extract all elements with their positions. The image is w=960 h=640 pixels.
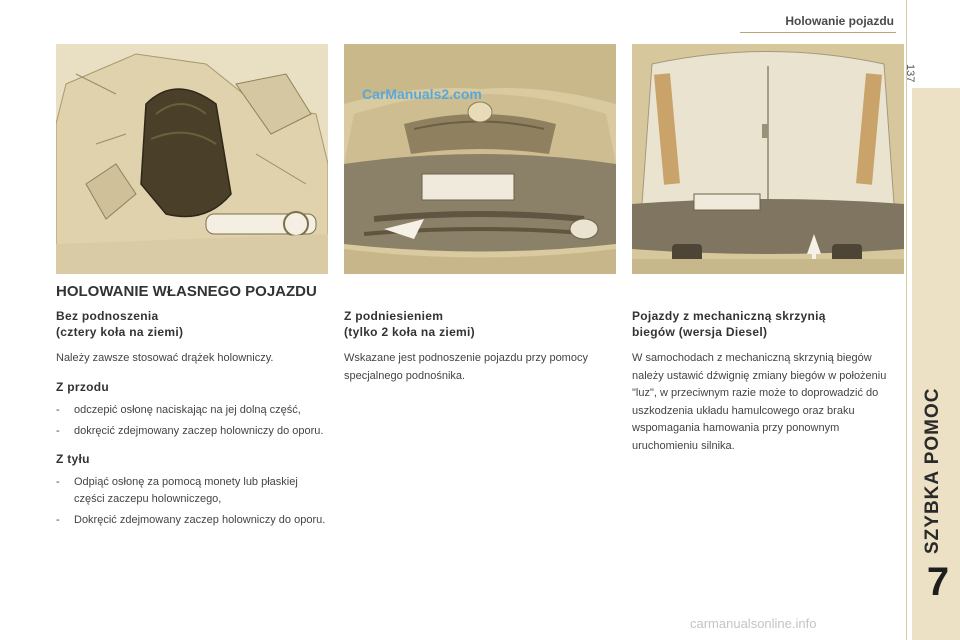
header-title: Holowanie pojazdu — [785, 14, 894, 28]
front-list — [56, 402, 328, 440]
list-item — [56, 474, 328, 508]
footer-watermark: carmanualsonline.info — [690, 616, 817, 631]
list-item-text: odczepić osłonę naciskając na jej dolną część, — [74, 403, 301, 416]
column-manual-gearbox — [632, 308, 904, 455]
dash-marker: - — [56, 424, 60, 437]
watermark-carmanuals: CarManuals2.com — [362, 86, 482, 102]
list-item — [56, 402, 328, 419]
manual-gearbox-heading-line2: biegów (wersja Diesel) — [632, 325, 768, 339]
front-heading: Z przodu — [56, 379, 110, 394]
no-lift-intro: Należy zawsze stosować drążek holowniczy. — [56, 352, 274, 364]
no-lift-heading-line1: Bez podnoszenia — [56, 309, 159, 323]
with-lift-text: Wskazane jest podnoszenie pojazdu przy pomocy specjalnego podnośnika. — [344, 352, 588, 382]
with-lift-heading — [344, 308, 616, 340]
rear-heading: Z tyłu — [56, 451, 90, 466]
list-item-text: Dokręcić zdejmowany zaczep holowniczy do oporu. — [74, 513, 326, 526]
dash-marker: - — [56, 513, 60, 526]
manual-gearbox-text: W samochodach z mechaniczną skrzynią biegów należy ustawić dźwignię zmiany biegów w położeniu "luz", w przeciwnym razie może to doprowadzić do uszkodzenia układu hamulcowego oraz braku wspomagania hamowania przy ponownym uruchomieniu silnika. — [632, 352, 887, 452]
header-rule — [740, 32, 896, 33]
side-rule — [906, 0, 907, 640]
manual-gearbox-heading-line1: Pojazdy z mechaniczną skrzynią — [632, 309, 826, 323]
photo-engine-bay — [56, 44, 328, 274]
column-with-lift — [344, 308, 616, 385]
chapter-number: 7 — [926, 560, 950, 604]
rear-list — [56, 474, 328, 529]
photo-van-rear — [632, 44, 904, 274]
side-band — [912, 88, 960, 640]
manual-gearbox-heading — [632, 308, 904, 340]
main-heading: HOLOWANIE WŁASNEGO POJAZDU — [56, 283, 317, 300]
with-lift-heading-line2: (tylko 2 koła na ziemi) — [344, 325, 475, 339]
page-number: 137 — [904, 64, 916, 83]
with-lift-heading-line1: Z podniesieniem — [344, 309, 444, 323]
dash-marker: - — [56, 403, 60, 416]
list-item-text: Odpiąć osłonę za pomocą monety lub płaskiej części zaczepu holowniczego, — [74, 475, 298, 505]
no-lift-heading — [56, 308, 328, 340]
section-label: SZYBKA POMOC — [922, 387, 943, 554]
no-lift-heading-line2: (cztery koła na ziemi) — [56, 325, 184, 339]
photo-van-front — [344, 44, 616, 274]
list-item — [56, 423, 328, 440]
dash-marker: - — [56, 475, 60, 488]
list-item — [56, 512, 328, 529]
list-item-text: dokręcić zdejmowany zaczep holowniczy do oporu. — [74, 424, 324, 437]
column-no-lift — [56, 308, 328, 533]
